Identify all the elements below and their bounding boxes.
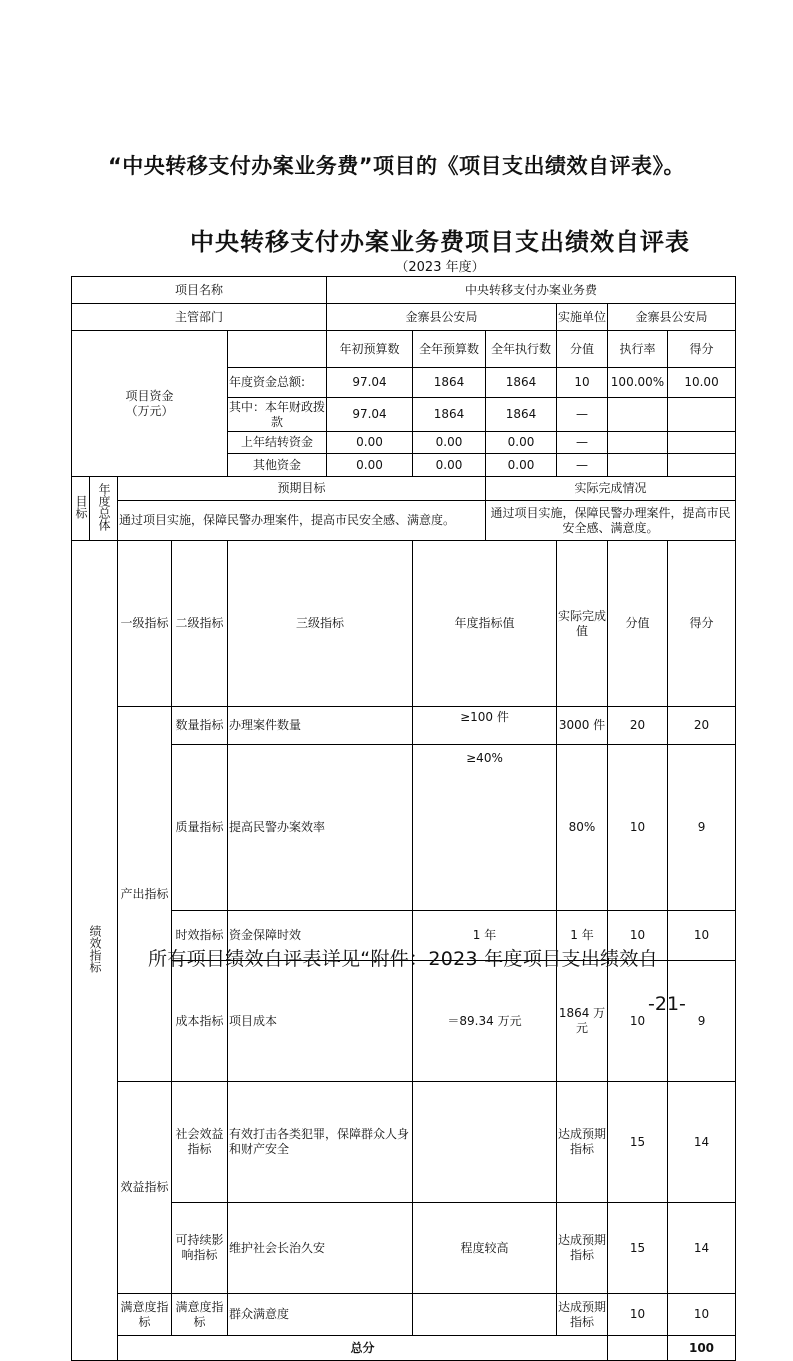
department-label: 主管部门 [72,304,327,331]
indicator-level2: 可持续影响指标 [172,1203,228,1294]
indicator-level3: 群众满意度 [228,1294,413,1336]
evaluation-table [71,276,736,1361]
indicator-target: 1 年 [413,911,557,961]
funds-header-rate: 执行率 [608,331,668,368]
indicator-header-weight: 分值 [608,541,668,707]
funds-row-name: 上年结转资金 [228,432,327,454]
indicator-weight: 20 [608,707,668,745]
funds-header-annual: 全年预算数 [413,331,486,368]
satisfaction-indicator-label: 满意度指标 [118,1294,172,1336]
indicator-level2: 时效指标 [172,911,228,961]
funds-cell: 1864 [413,398,486,432]
funds-cell: 0.00 [486,454,557,477]
funds-cell: 0.00 [486,432,557,454]
funds-cell [608,398,668,432]
form-year: （2023 年度） [395,260,485,275]
goal-label-b [90,477,118,541]
total-blank [608,1336,668,1361]
indicator-weight: 10 [608,961,668,1082]
output-indicator-label: 产出指标 [118,707,172,1082]
funds-cell: 0.00 [413,432,486,454]
indicator-level2: 成本指标 [172,961,228,1082]
department-value: 金寨县公安局 [327,304,557,331]
indicator-actual: 1864 万元 [557,961,608,1082]
goal-expected-header: 预期目标 [118,477,486,501]
funds-header-row [72,331,736,368]
indicator-target: 程度较高 [413,1203,557,1294]
indicator-header-target: 年度指标值 [413,541,557,707]
funds-label: 项目资金 （万元） [72,331,228,477]
indicator-label [72,541,118,1361]
intro-heading: “中央转移支付办案业务费”项目的《项目支出绩效自评表》。 [107,154,686,178]
funds-cell: 100.00% [608,368,668,398]
indicator-score: 14 [668,1203,736,1294]
indicator-actual: 1 年 [557,911,608,961]
indicator-actual: 3000 件 [557,707,608,745]
funds-cell: — [557,432,608,454]
indicator-level3: 提高民警办案效率 [228,745,413,911]
indicator-actual: 达成预期指标 [557,1203,608,1294]
indicator-level3: 维护社会长治久安 [228,1203,413,1294]
footer-text: 所有项目绩效自评表详见“附件：2023 年度项目支出绩效自 [148,948,658,970]
indicator-row [72,1082,736,1203]
indicator-row [72,745,736,911]
indicator-score: 10 [668,911,736,961]
goal-actual-header: 实际完成情况 [486,477,736,501]
indicator-score: 20 [668,707,736,745]
indicator-header-level2: 二级指标 [172,541,228,707]
project-name-label: 项目名称 [72,277,327,304]
indicator-row [72,707,736,745]
indicator-score: 9 [668,745,736,911]
project-name-value: 中央转移支付办案业务费 [327,277,736,304]
indicator-level2: 满意度指标 [172,1294,228,1336]
indicator-level2: 质量指标 [172,745,228,911]
row-project-name [72,277,736,304]
indicator-level3: 有效打击各类犯罪，保障群众人身和财产安全 [228,1082,413,1203]
indicator-actual: 达成预期指标 [557,1294,608,1336]
indicator-score: 14 [668,1082,736,1203]
funds-cell: 0.00 [327,454,413,477]
funds-cell [668,398,736,432]
indicator-weight: 10 [608,911,668,961]
funds-cell: 0.00 [327,432,413,454]
indicator-weight: 15 [608,1203,668,1294]
funds-cell: 10.00 [668,368,736,398]
row-department [72,304,736,331]
funds-cell: 97.04 [327,398,413,432]
indicator-level2: 数量指标 [172,707,228,745]
funds-cell: 10 [557,368,608,398]
indicator-target: ≥40% [413,745,557,911]
funds-header-blank [228,331,327,368]
funds-cell: 1864 [413,368,486,398]
funds-cell: 0.00 [413,454,486,477]
indicator-weight: 10 [608,1294,668,1336]
indicator-score: 10 [668,1294,736,1336]
funds-cell: — [557,454,608,477]
indicator-actual: 80% [557,745,608,911]
indicator-weight: 10 [608,745,668,911]
implementer-value: 金寨县公安局 [608,304,736,331]
funds-cell: 97.04 [327,368,413,398]
implementer-label: 实施单位 [557,304,608,331]
funds-cell [608,454,668,477]
indicator-target: ≥100 件 [413,707,557,745]
indicator-weight: 15 [608,1082,668,1203]
indicator-level3: 项目成本 [228,961,413,1082]
funds-cell: 1864 [486,368,557,398]
goal-header-row [72,477,736,501]
funds-cell: 1864 [486,398,557,432]
funds-row-name: 其中：本年财政拨款 [228,398,327,432]
page-number: -21- [648,993,686,1015]
funds-cell: — [557,398,608,432]
indicator-score: 9 [668,961,736,1082]
total-label: 总分 [118,1336,608,1361]
form-title: 中央转移支付办案业务费项目支出绩效自评表 [190,228,690,256]
indicator-row [72,1203,736,1294]
indicator-header-actual: 实际完成值 [557,541,608,707]
funds-row-name: 其他资金 [228,454,327,477]
funds-header-score: 得分 [668,331,736,368]
total-row [72,1336,736,1361]
funds-cell [608,432,668,454]
indicator-target: ＝89.34 万元 [413,961,557,1082]
goal-label-a-text: 目标 [74,494,88,519]
goal-content-row [72,501,736,541]
indicator-header-score: 得分 [668,541,736,707]
indicator-row [72,961,736,1082]
indicator-header-level3: 三级指标 [228,541,413,707]
funds-header-weight: 分值 [557,331,608,368]
indicator-level2: 社会效益指标 [172,1082,228,1203]
funds-header-executed: 全年执行数 [486,331,557,368]
goal-actual-text: 通过项目实施，保障民警办理案件，提高市民安全感、满意度。 [486,501,736,541]
indicator-target [413,1082,557,1203]
funds-cell [668,454,736,477]
benefit-indicator-label: 效益指标 [118,1082,172,1294]
indicator-target [413,1294,557,1336]
indicator-header-row [72,541,736,707]
funds-row-name: 年度资金总额: [228,368,327,398]
indicator-header-level1: 一级指标 [118,541,172,707]
goal-label-a [72,477,90,541]
goal-label-b-text: 年度总体 [97,482,111,531]
indicator-level3: 办理案件数量 [228,707,413,745]
indicator-row [72,1294,736,1336]
funds-header-initial: 年初预算数 [327,331,413,368]
funds-cell [668,432,736,454]
indicator-label-text: 绩效指标 [88,924,102,973]
goal-expected-text: 通过项目实施，保障民警办理案件，提高市民安全感、满意度。 [118,501,486,541]
total-weight: 100 [668,1336,736,1361]
indicator-actual: 达成预期指标 [557,1082,608,1203]
indicator-level3: 资金保障时效 [228,911,413,961]
